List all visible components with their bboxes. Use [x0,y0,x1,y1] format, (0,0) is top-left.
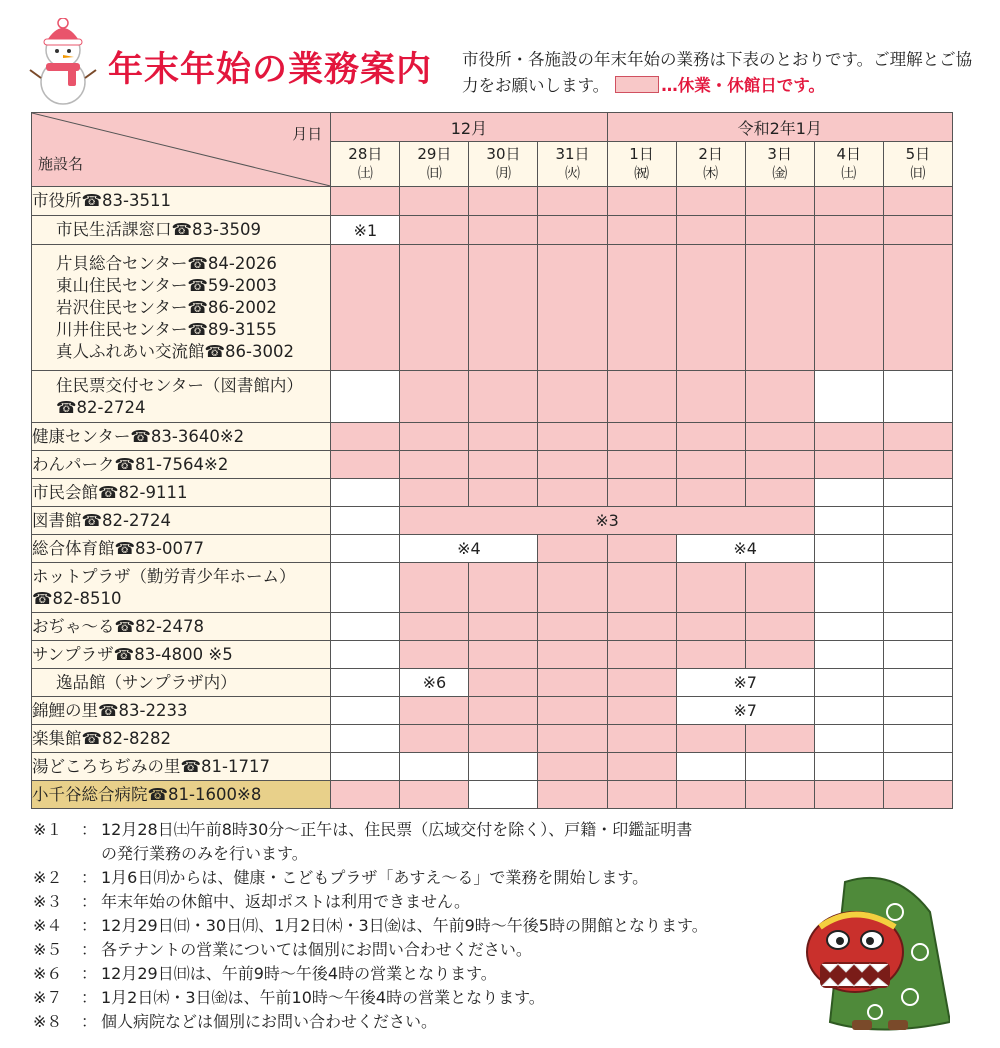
status-cell [538,423,607,451]
status-note: ※7 [676,697,814,725]
status-cell [331,669,400,697]
lion-dance-illustration [800,872,950,1032]
status-cell [469,479,538,507]
day-number: 2日 [698,145,723,163]
facility-name [32,669,331,697]
status-cell [883,535,952,563]
legend-swatch [615,76,659,93]
day-number: 1日 [629,145,654,163]
day-number: 28日 [348,145,383,163]
table-row [32,697,953,725]
status-cell [469,669,538,697]
table-row [32,641,953,669]
table-row [32,423,953,451]
day-number: 4日 [836,145,862,163]
status-cell [400,753,469,781]
facility-name [32,753,331,781]
footnote-mark: ※８ [33,1012,63,1031]
facility-line: 錦鯉の里☎83-2233 [32,700,188,720]
status-cell [400,479,469,507]
status-cell [883,245,952,371]
status-cell [400,423,469,451]
legend-label: …休業・休館日です。 [661,76,825,95]
status-cell [607,725,676,753]
status-cell [883,423,952,451]
snowman-illustration [28,18,98,106]
status-cell [331,479,400,507]
status-cell [400,641,469,669]
day-number: 29日 [417,145,452,163]
status-cell [331,423,400,451]
status-cell [676,641,745,669]
status-cell [331,753,400,781]
footnote-text: 個人病院などは個別にお問い合わせください。 [101,1012,438,1031]
status-cell [745,563,814,613]
footnote-line: の発行業務のみを行います。 [101,844,308,863]
status-cell [814,535,883,563]
footnote-mark: ※７ [33,988,63,1007]
status-cell [400,187,469,216]
status-cell [538,535,607,563]
facility-name [32,563,331,613]
status-cell [676,216,745,245]
facility-name [32,187,331,216]
status-cell [814,479,883,507]
status-cell [745,753,814,781]
page-title: 年末年始の業務案内 [108,50,433,90]
day-header [745,142,814,187]
facility-line: 市民生活課窓口☎83-3509 [56,220,261,239]
table-row [32,507,953,535]
status-cell [745,423,814,451]
status-cell [607,479,676,507]
status-note: ※3 [400,507,814,535]
facility-line: 真人ふれあい交流館☎86-3002 [56,341,294,361]
status-cell [331,781,400,809]
weekday: ㈰ [910,164,926,182]
day-header [814,142,883,187]
table-row [32,451,953,479]
status-cell [400,371,469,423]
status-cell [538,697,607,725]
footnote-mark: ※４ [33,916,63,935]
status-cell [469,371,538,423]
footnote-colon: ： [81,940,98,959]
status-cell [745,451,814,479]
status-cell [538,187,607,216]
footnote-colon: ： [81,988,98,1007]
table-row [32,753,953,781]
footnote-text: 各テナントの営業については個別にお問い合わせください。 [101,940,532,959]
facility-line: 健康センター☎83-3640※2 [32,426,245,446]
status-cell [883,187,952,216]
header [0,0,1000,110]
facility-line: 逸品館（サンプラザ内） [56,672,237,692]
facility-line: 片貝総合センター☎84-2026 [56,253,277,273]
facility-line: 岩沢住民センター☎86-2002 [56,297,277,317]
status-cell [469,216,538,245]
status-cell [883,563,952,613]
facility-line: ☎82-8510 [32,588,122,608]
status-cell [883,613,952,641]
weekday: ㈷ [634,164,650,182]
day-number: 3日 [767,145,792,163]
facility-name [32,245,331,371]
status-cell [538,669,607,697]
status-cell [745,641,814,669]
facility-name [32,697,331,725]
status-cell [745,371,814,423]
status-cell [745,187,814,216]
facility-name [32,371,331,423]
footnote-text: 1月2日㈭・3日㈮は、午前10時～午後4時の営業となります。 [101,988,545,1007]
status-cell [676,451,745,479]
status-cell [883,216,952,245]
facility-line: 図書館☎82-2724 [32,510,171,530]
status-cell [745,781,814,809]
status-note: ※6 [400,669,469,697]
facility-name [32,479,331,507]
facility-line: ホットプラザ（勤労青少年ホーム） [32,566,296,586]
status-cell [331,641,400,669]
status-cell [400,563,469,613]
status-cell [469,753,538,781]
status-cell [814,563,883,613]
status-cell [676,245,745,371]
status-cell [883,507,952,535]
facility-line: 市民会館☎82-9111 [32,482,188,502]
status-cell [745,479,814,507]
status-cell [745,613,814,641]
status-cell [883,725,952,753]
footnote [33,818,823,866]
status-cell [814,371,883,423]
status-cell [400,451,469,479]
intro-text [462,47,982,99]
weekday: ㈰ [426,164,442,182]
footnote-colon: ： [81,964,98,983]
facility-line: 小千谷総合病院☎81-1600※8 [32,784,262,804]
status-cell [331,451,400,479]
status-cell [607,641,676,669]
status-cell [469,423,538,451]
status-cell [607,753,676,781]
corner-label-date: 月日 [292,125,323,143]
status-cell [331,371,400,423]
status-cell [814,613,883,641]
footnotes [33,818,823,1034]
status-cell [538,563,607,613]
status-cell [814,753,883,781]
status-cell [607,245,676,371]
facility-name [32,535,331,563]
facility-name [32,641,331,669]
day-header [469,142,538,187]
footnote-text [101,818,823,866]
status-cell [883,781,952,809]
status-cell [400,781,469,809]
status-note: ※4 [676,535,814,563]
schedule-table [31,112,953,809]
status-cell [607,669,676,697]
table-row [32,725,953,753]
status-cell [331,613,400,641]
status-cell [745,725,814,753]
footnote [33,914,823,938]
status-cell [469,697,538,725]
footnote-text: 12月29日㈰は、午前9時～午後4時の営業となります。 [101,964,497,983]
status-cell [469,781,538,809]
status-cell [745,245,814,371]
status-cell [607,216,676,245]
status-cell [676,423,745,451]
footnote [33,890,823,914]
footnote-mark: ※６ [33,964,63,983]
facility-name [32,216,331,245]
header-corner [32,113,331,187]
status-cell [331,245,400,371]
status-cell [883,753,952,781]
status-cell [607,781,676,809]
status-cell [676,781,745,809]
status-cell [676,187,745,216]
corner-diagonal [32,113,330,186]
intro-sentence: 市役所・各施設の年末年始の業務は下表のとおりです。ご理解とご協力をお願いします。 [462,50,973,95]
status-cell [400,613,469,641]
weekday: ㈫ [565,164,581,182]
status-cell [676,753,745,781]
footnote-colon: ： [81,820,98,839]
table-row [32,479,953,507]
status-cell [331,725,400,753]
status-cell [676,613,745,641]
footnote [33,986,823,1010]
status-cell [814,451,883,479]
status-cell [331,563,400,613]
status-cell [814,423,883,451]
facility-line: おぢゃ～る☎82-2478 [32,616,204,636]
day-header [400,142,469,187]
status-cell [469,613,538,641]
status-cell [469,245,538,371]
footnote [33,962,823,986]
day-header [607,142,676,187]
facility-name [32,613,331,641]
status-cell [814,187,883,216]
status-cell [469,725,538,753]
day-number: 5日 [905,145,931,163]
status-cell [883,479,952,507]
footnote-text: 1月6日㈪からは、健康・こどもプラザ「あすえ～る」で業務を開始します。 [101,868,649,887]
status-cell [883,697,952,725]
status-cell [883,669,952,697]
status-cell [469,641,538,669]
status-cell [607,697,676,725]
status-cell [538,641,607,669]
day-header [676,142,745,187]
status-cell [538,216,607,245]
status-cell [331,697,400,725]
status-cell [676,563,745,613]
table-row [32,371,953,423]
status-cell [745,216,814,245]
weekday: ㈯ [841,164,857,182]
weekday: ㈯ [357,164,373,182]
footnote-text: 年末年始の休館中、返却ポストは利用できません。 [101,892,470,911]
footnote-colon: ： [81,1012,98,1031]
status-cell [814,216,883,245]
status-cell [331,535,400,563]
day-header [331,142,400,187]
status-cell [607,451,676,479]
status-cell [538,479,607,507]
facility-line: 東山住民センター☎59-2003 [56,275,277,295]
status-cell [538,371,607,423]
status-cell [607,371,676,423]
table-row [32,535,953,563]
status-cell [607,563,676,613]
footnote-colon: ： [81,892,98,911]
status-cell [538,781,607,809]
facility-name [32,451,331,479]
table-row [32,187,953,216]
status-cell [400,697,469,725]
status-cell [814,781,883,809]
status-cell [469,563,538,613]
footnote-colon: ： [81,868,98,887]
status-cell [814,641,883,669]
status-cell [883,641,952,669]
status-cell [607,187,676,216]
status-cell [538,613,607,641]
status-cell [814,725,883,753]
status-cell [814,245,883,371]
status-cell [814,507,883,535]
status-note: ※4 [400,535,538,563]
status-cell [676,725,745,753]
status-cell [814,697,883,725]
status-cell [607,613,676,641]
footnote-line: 12月28日㈯午前8時30分～正午は、住民票（広域交付を除く）、戸籍・印鑑証明書 [101,820,693,839]
table-row [32,781,953,809]
status-cell [676,371,745,423]
status-cell [469,451,538,479]
table-row [32,669,953,697]
facility-name [32,781,331,809]
day-header [538,142,607,187]
status-cell [883,451,952,479]
facility-line: ☎82-2724 [56,397,146,417]
footnote [33,866,823,890]
facility-name [32,507,331,535]
status-cell [400,725,469,753]
status-cell [676,479,745,507]
corner-label-facility: 施設名 [38,155,84,173]
status-cell [469,187,538,216]
facility-line: 楽集館☎82-8282 [32,728,171,748]
table-row [32,245,953,371]
status-note: ※7 [676,669,814,697]
status-cell [814,669,883,697]
weekday: ㈮ [772,164,788,182]
facility-line: 市役所☎83-3511 [32,191,171,210]
facility-name [32,725,331,753]
month-january: 令和2年1月 [607,113,952,142]
month-header-row [32,113,953,142]
status-cell [400,245,469,371]
weekday: ㈭ [703,164,719,182]
facility-line: サンプラザ☎83-4800 ※5 [32,644,233,664]
footnote-mark: ※３ [33,892,63,911]
status-note: ※1 [331,216,400,245]
status-cell [400,216,469,245]
status-cell [538,245,607,371]
facility-name [32,423,331,451]
footnote-colon: ： [81,916,98,935]
footnote-mark: ※２ [33,868,63,887]
footnote-mark: ※１ [33,820,63,839]
footnote-text: 12月29日㈰・30日㈪、1月2日㈭・3日㈮は、午前9時～午後5時の開館となります。 [101,916,708,935]
table-row [32,216,953,245]
status-cell [883,371,952,423]
status-cell [538,451,607,479]
month-december: 12月 [331,113,607,142]
status-cell [607,535,676,563]
day-number: 30日 [486,145,521,163]
footnote [33,938,823,962]
table-row [32,563,953,613]
facility-line: 住民票交付センター（図書館内） [56,375,303,395]
day-header [883,142,952,187]
status-cell [331,187,400,216]
weekday: ㈪ [495,164,511,182]
table-row [32,613,953,641]
status-cell [538,753,607,781]
facility-line: わんパーク☎81-7564※2 [32,454,229,474]
facility-line: 川井住民センター☎89-3155 [56,319,277,339]
status-cell [538,725,607,753]
facility-line: 湯どころちぢみの里☎81-1717 [32,756,270,776]
status-cell [331,507,400,535]
status-cell [607,423,676,451]
footnote-mark: ※５ [33,940,63,959]
footnote [33,1010,823,1034]
day-number: 31日 [555,145,590,163]
facility-line: 総合体育館☎83-0077 [32,538,204,558]
